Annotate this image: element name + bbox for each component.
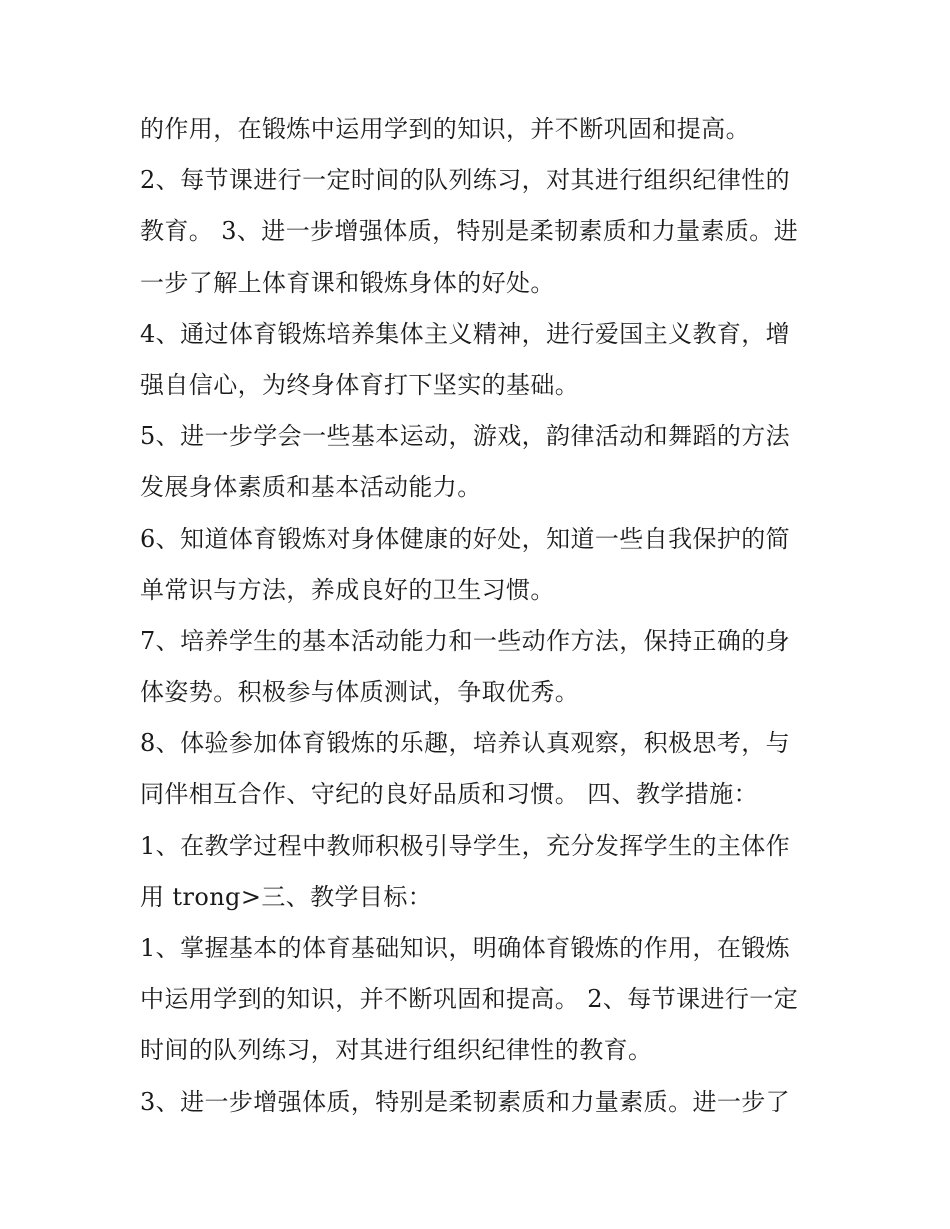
text-line-13: 8、体验参加体育锻炼的乐趣，培养认真观察，积极思考，与 [140, 729, 791, 758]
text-line-19: 时间的队列练习，对其进行组织纪律性的教育。 [140, 1036, 653, 1065]
text-line-15: 1、在教学过程中教师积极引导学生，充分发挥学生的主体作 [140, 831, 791, 860]
text-line-11: 7、培养学生的基本活动能力和一些动作方法，保持正确的身 [140, 626, 791, 655]
text-line-17: 1、掌握基本的体育基础知识，明确体育锻炼的作用，在锻炼 [140, 934, 791, 962]
text-line-18: 中运用学到的知识，并不断巩固和提高。 2、每节课进行一定 [140, 985, 799, 1014]
text-line-3: 教育。 3、进一步增强体质，特别是柔韧素质和力量素质。进 [140, 217, 799, 246]
text-line-8: 发展身体素质和基本活动能力。 [140, 473, 482, 502]
text-line-1: 的作用，在锻炼中运用学到的知识，并不断巩固和提高。 [140, 115, 750, 143]
text-line-16: 用 trong>三、教学目标： [140, 882, 433, 911]
text-line-10: 单常识与方法，养成良好的卫生习惯。 [140, 575, 555, 604]
text-line-5: 4、通过体育锻炼培养集体主义精神，进行爱国主义教育，增 [140, 319, 791, 348]
text-line-20: 3、进一步增强体质，特别是柔韧素质和力量素质。进一步了 [140, 1087, 791, 1116]
text-line-4: 一步了解上体育课和锻炼身体的好处。 [140, 268, 555, 297]
text-line-6: 强自信心，为终身体育打下坚实的基础。 [140, 370, 580, 399]
text-line-14: 同伴相互合作、守纪的良好品质和习惯。 四、教学措施： [140, 780, 759, 809]
text-line-7: 5、进一步学会一些基本运动，游戏，韵律活动和舞蹈的方法 [140, 422, 791, 451]
text-line-12: 体姿势。积极参与体质测试，争取优秀。 [140, 678, 580, 707]
document-body [140, 104, 812, 1128]
text-line-9: 6、知道体育锻炼对身体健康的好处，知道一些自我保护的简 [140, 524, 791, 553]
text-line-2: 2、每节课进行一定时间的队列练习，对其进行组织纪律性的 [140, 166, 791, 195]
